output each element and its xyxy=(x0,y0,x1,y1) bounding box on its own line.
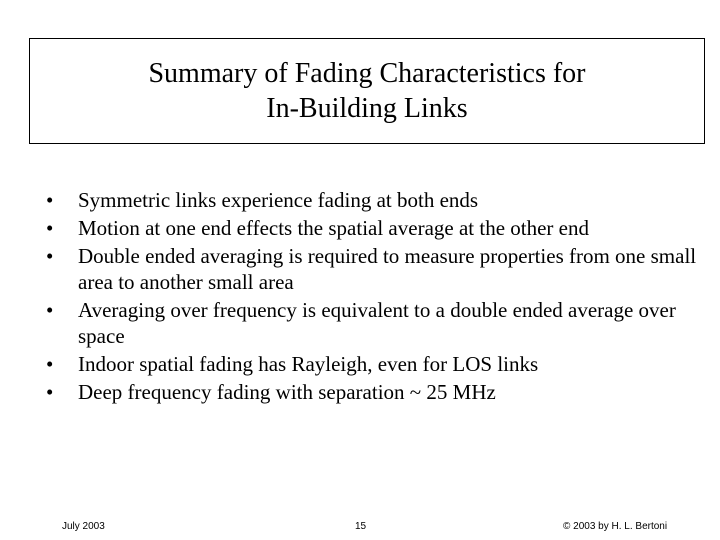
title-box xyxy=(29,38,705,144)
bullet-text: Deep frequency fading with separation ~ 25 MHz xyxy=(78,380,496,404)
bullet-item xyxy=(46,379,706,405)
bullet-text: Double ended averaging is required to measure properties from one small area to another small area xyxy=(78,244,697,294)
footer-page-number: 15 xyxy=(355,521,367,532)
bullet-item xyxy=(46,297,706,349)
bullet-text: Indoor spatial fading has Rayleigh, even for LOS links xyxy=(78,352,539,376)
bullet-icon: • xyxy=(46,298,54,322)
bullet-text: Motion at one end effects the spatial average at the other end xyxy=(78,216,589,240)
bullet-item xyxy=(46,243,706,295)
bullet-text: Symmetric links experience fading at both ends xyxy=(78,188,479,212)
bullet-item xyxy=(46,215,706,241)
footer-date: July 2003 xyxy=(62,521,105,532)
bullet-icon: • xyxy=(46,380,54,404)
slide-title xyxy=(30,56,704,126)
bullet-icon: • xyxy=(46,244,54,268)
bullet-text: Averaging over frequency is equivalent to a double ended average over space xyxy=(78,298,676,348)
slide-title-line-1: Summary of Fading Characteristics for xyxy=(148,58,586,89)
bullet-icon: • xyxy=(46,352,54,376)
bullet-icon: • xyxy=(46,216,54,240)
slide-title-line-2: In-Building Links xyxy=(266,93,468,124)
bullet-icon: • xyxy=(46,188,54,212)
footer-copyright: © 2003 by H. L. Bertoni xyxy=(563,521,668,532)
bullet-item xyxy=(46,187,706,213)
bullet-item xyxy=(46,351,706,377)
bullet-list xyxy=(46,187,706,407)
